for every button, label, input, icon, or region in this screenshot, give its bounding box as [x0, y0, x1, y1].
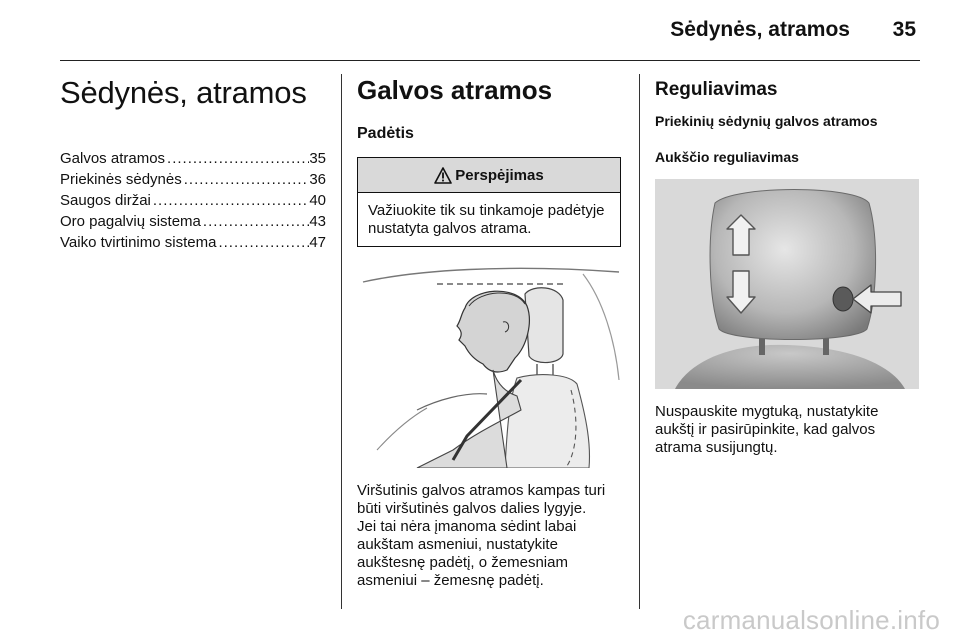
warning-box: [357, 157, 621, 247]
toc-leader-dots: [201, 211, 309, 232]
adjustment-text-line: aukštį ir pasirūpinkite, kad galvos: [655, 421, 876, 438]
running-header-title: Sėdynės, atramos: [670, 18, 850, 41]
head-restraint-height-adjust-photo: [655, 179, 919, 389]
adjustment-title: Reguliavimas: [655, 79, 778, 100]
toc-item-label: Galvos atramos: [60, 150, 166, 167]
warning-text: Važiuokite tik su tinkamoje padėtyje nustatyta galvos atrama.: [368, 202, 605, 237]
toc-leader-dots: [182, 169, 310, 190]
adjustment-subsubtitle: Aukščio reguliavimas: [655, 149, 799, 165]
warning-title: Perspėjimas: [455, 166, 544, 184]
section-subtitle: Padėtis: [357, 125, 414, 142]
toc-item-page: 35: [309, 150, 326, 167]
warning-header: [358, 158, 620, 193]
page-number: 35: [892, 18, 916, 41]
toc-item-label: Vaiko tvirtinimo sistema: [60, 234, 217, 251]
section-column: [357, 74, 623, 590]
toc-item-label: Oro pagalvių sistema: [60, 213, 201, 230]
toc-item-page: 36: [309, 171, 326, 188]
section-title: Galvos atramos: [357, 75, 553, 105]
body-text-block: [357, 482, 623, 590]
toc-item-page: 43: [309, 213, 326, 230]
toc-item[interactable]: [60, 232, 326, 253]
toc-leader-dots: [151, 190, 309, 211]
toc-item[interactable]: [60, 211, 326, 232]
toc-item[interactable]: [60, 190, 326, 211]
body-text-line: būti viršutinės galvos dalies lygyje.: [357, 500, 587, 517]
watermark: carmanualsonline.info: [682, 605, 940, 635]
body-text-line: Viršutinis galvos atramos kampas turi: [357, 482, 606, 499]
toc-leader-dots: [216, 232, 309, 253]
chapter-column: [60, 74, 326, 253]
body-text-line: aukštesnę padėtį, o žemesniam: [357, 554, 568, 571]
adjustment-text-line: Nuspauskite mygtuką, nustatykite: [655, 403, 879, 420]
chapter-title: Sėdynės, atramos: [60, 75, 307, 110]
adjustment-column: [655, 74, 921, 457]
head-restraint-position-illustration: [357, 260, 623, 468]
toc-item-label: Saugos diržai: [60, 192, 151, 209]
adjustment-subtitle: Priekinių sėdynių galvos atramos: [655, 113, 878, 129]
warning-triangle-icon: [434, 167, 452, 184]
column-divider-1: [341, 74, 342, 609]
column-divider-2: [639, 74, 640, 609]
adjustment-text-block: [655, 403, 921, 457]
adjustment-text-line: atrama susijungtų.: [655, 439, 778, 456]
body-text-line: aukštam asmeniui, nustatykite: [357, 536, 558, 553]
toc-item-page: 40: [309, 192, 326, 209]
toc-item-page: 47: [309, 234, 326, 251]
table-of-contents: [60, 148, 326, 253]
toc-item-label: Priekinės sėdynės: [60, 171, 182, 188]
body-text-line: asmeniui – žemesnę padėtį.: [357, 572, 544, 589]
toc-leader-dots: [165, 148, 309, 169]
header-rule: [60, 60, 920, 61]
toc-item[interactable]: [60, 148, 326, 169]
toc-item[interactable]: [60, 169, 326, 190]
body-text-line: Jei tai nėra įmanoma sėdint labai: [357, 518, 577, 535]
